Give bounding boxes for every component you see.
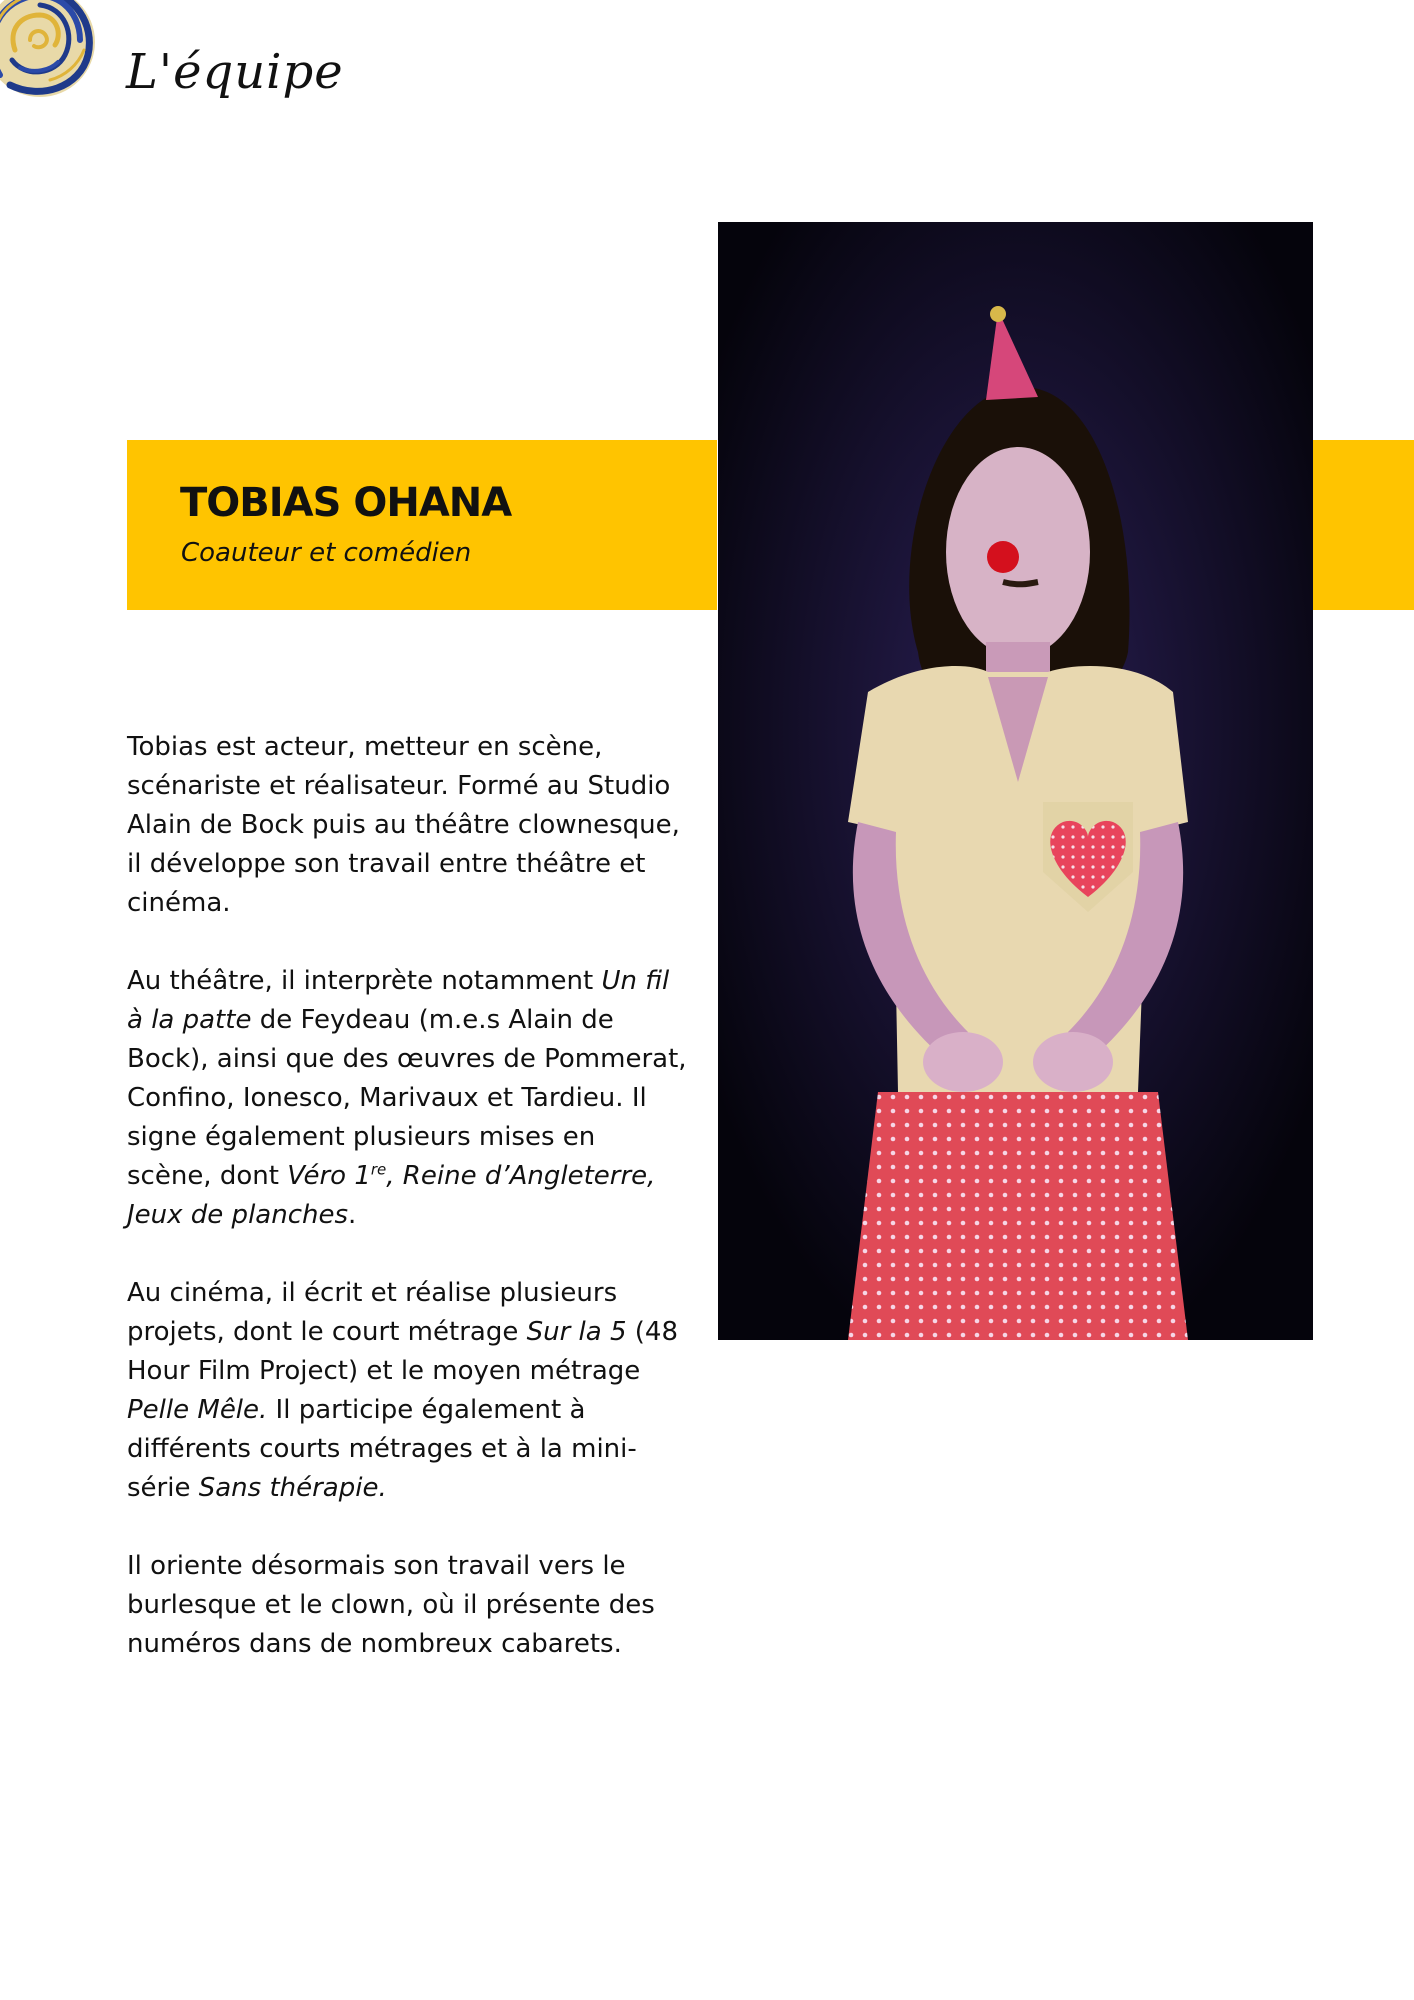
- bio-text: (48 Hour Film Project) et le moyen métrage: [127, 1317, 678, 1386]
- bio-text: Tobias est acteur, metteur en scène, scénariste et réalisateur. Formé au Studio Alain de Bock puis au théâtre clownesque, il développe son travail entre théâtre et cinéma.: [127, 732, 680, 918]
- member-name: TOBIAS OHANA: [180, 480, 512, 526]
- name-banner-extension: [1313, 440, 1414, 610]
- work-title: Sur la 5: [526, 1317, 627, 1347]
- bio-text: de Feydeau (m.e.s Alain de Bock), ainsi que des œuvres de Pommerat, Confino, Ionesco, Marivaux et Tardieu. Il signe également plusieurs mises en scène, dont: [127, 1005, 687, 1191]
- member-photo: [718, 222, 1313, 1340]
- bio-text: .: [348, 1200, 357, 1230]
- bio-text: Au théâtre, il interprète notamment: [127, 966, 602, 996]
- bio-paragraph: [127, 728, 687, 923]
- bio-text: Il participe également à différents courts métrages et à la mini-série: [127, 1395, 637, 1503]
- ordinal-suffix: re: [370, 1160, 387, 1179]
- member-role: Coauteur et comédien: [181, 538, 472, 568]
- work-title: Sans thérapie.: [198, 1473, 387, 1503]
- bio-paragraph: [127, 1547, 687, 1664]
- work-title: , Reine d’Angleterre, Jeux de planches: [127, 1161, 656, 1230]
- bio-text: Il oriente désormais son travail vers le burlesque et le clown, où il présente des numéros dans de nombreux cabarets.: [127, 1551, 655, 1659]
- bio-paragraph: [127, 1274, 687, 1508]
- work-title: Un fil à la patte: [127, 966, 670, 1035]
- page-title: L'équipe: [126, 44, 344, 100]
- bio-text: Au cinéma, il écrit et réalise plusieurs projets, dont le court métrage: [127, 1278, 618, 1347]
- member-bio: [127, 728, 687, 1703]
- work-title: Véro 1: [287, 1161, 371, 1191]
- work-title: Pelle Mêle.: [127, 1395, 268, 1425]
- bio-paragraph: [127, 962, 687, 1235]
- company-logo: [0, 0, 100, 105]
